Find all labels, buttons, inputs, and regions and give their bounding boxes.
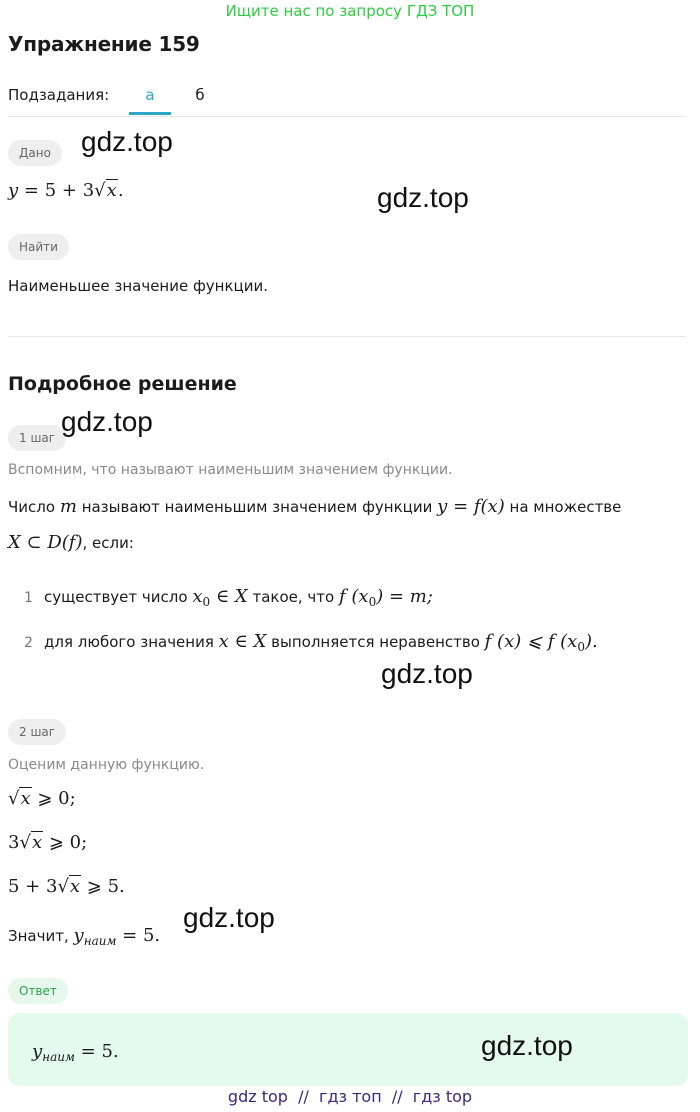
step1-definition-line1: Число m называют наименьшим значением функции y = f(x) на множестве	[8, 496, 622, 517]
watermark: gdz.top	[183, 902, 275, 933]
watermark: gdz.top	[481, 1030, 573, 1061]
tab-subtask-a[interactable]: а	[145, 86, 155, 104]
footer-links[interactable]: gdz top // гдз топ // гдз top	[227, 1087, 473, 1106]
answer-formula: $y_{наим} = 5$.	[32, 1041, 119, 1064]
page-title: Упражнение 159	[8, 32, 200, 56]
active-tab-indicator	[129, 112, 171, 115]
solution-heading: Подробное решение	[8, 373, 237, 395]
divider	[8, 116, 686, 117]
tab-subtask-b[interactable]: б	[195, 86, 205, 104]
watermark: gdz.top	[381, 658, 473, 689]
list-item: для любого значения x ∈ X выполняется неравенство f (x) ⩽ f $(x_0)$.	[44, 631, 598, 654]
inequality-line: 3√x ⩾ 0;	[8, 832, 88, 853]
answer-chip: Ответ	[8, 978, 68, 1004]
watermark: gdz.top	[61, 406, 153, 437]
subtasks-label: Подзадания:	[8, 86, 110, 104]
inequality-line: 5 + 3√x ⩾ 5.	[8, 876, 125, 897]
conclusion: Значит, $y_{наим} = 5$.	[8, 925, 161, 948]
watermark: gdz.top	[377, 182, 469, 213]
watermark: gdz.top	[81, 126, 173, 157]
step2-hint: Оценим данную функцию.	[8, 757, 205, 773]
given-chip: Дано	[8, 140, 62, 166]
find-chip: Найти	[8, 234, 69, 260]
step1-chip: 1 шаг	[8, 425, 66, 451]
step1-definition-line2: X ⊂ D(f), если:	[8, 532, 134, 553]
list-item: существует число $x_0$ ∈ X такое, что f $(x_0) = m$;	[44, 586, 433, 609]
step1-hint: Вспомним, что называют наименьшим значением функции.	[8, 462, 453, 478]
list-item-number: 2	[24, 635, 33, 651]
step2-chip: 2 шаг	[8, 719, 66, 745]
list-item-number: 1	[24, 590, 33, 606]
find-text: Наименьшее значение функции.	[8, 277, 269, 295]
promo-banner: Ищите нас по запросу ГДЗ ТОП	[225, 2, 475, 20]
divider	[8, 336, 686, 337]
inequality-line: √x ⩾ 0;	[8, 788, 76, 809]
given-formula: y = 5 + 3√x.	[8, 180, 124, 201]
